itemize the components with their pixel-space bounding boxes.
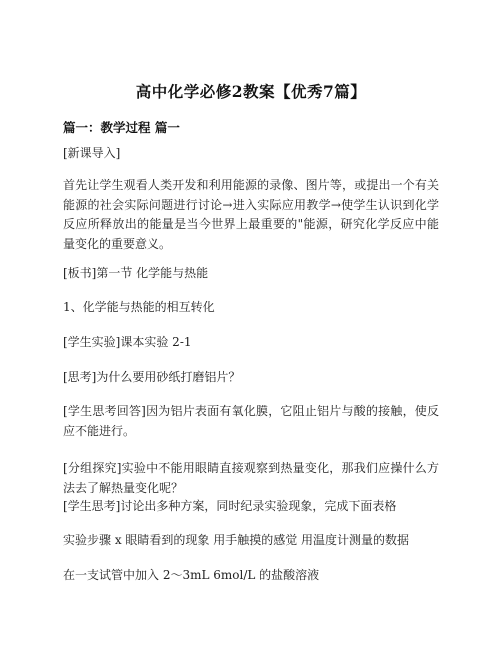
- section-heading: 篇一：教学过程 篇一: [63, 120, 180, 135]
- paragraph-group-inquiry: [分组探究]实验中不能用眼睛直接观察到热量变化，那我们应操什么方法去了解热量变化呢？: [63, 461, 439, 495]
- paragraph-board-title: [板书]第一节 化学能与热能: [63, 266, 209, 280]
- paragraph-student-answer: [学生思考回答]因为铝片表面有氧化膜，它阻止铝片与酸的接触，使反应不能进行。: [63, 404, 439, 438]
- paragraph-student-thinking: [学生思考]讨论出多种方案，同时纪录实验现象，完成下面表格: [63, 499, 397, 513]
- paragraph-introduction: 首先让学生观看人类开发和利用能源的录像、图片等，或提出一个有关能源的社会实际问题进行讨论→进入实际应用教学→使学生认识到化学反应所释放出的能量是当今世界上最重要的"能源，研究化学反应中能量变化的重要意义。: [63, 178, 439, 251]
- paragraph-subsection: 1、化学能与热能的相互转化: [63, 300, 215, 314]
- paragraph-experiment-step: 在一支试管中加入 2～3mL 6mol/L 的盐酸溶液: [63, 568, 320, 582]
- paragraph-student-experiment: [学生实验]课本实验 2-1: [63, 335, 192, 349]
- paragraph-new-lesson: [新课导入]: [63, 146, 121, 160]
- paragraph-question: [思考]为什么要用砂纸打磨铝片？: [63, 370, 241, 384]
- document-title: 高中化学必修2教案【优秀7篇】: [135, 82, 367, 101]
- paragraph-table-header: 实验步骤 x 眼睛看到的现象 用手触摸的感觉 用温度计测量的数据: [63, 533, 410, 547]
